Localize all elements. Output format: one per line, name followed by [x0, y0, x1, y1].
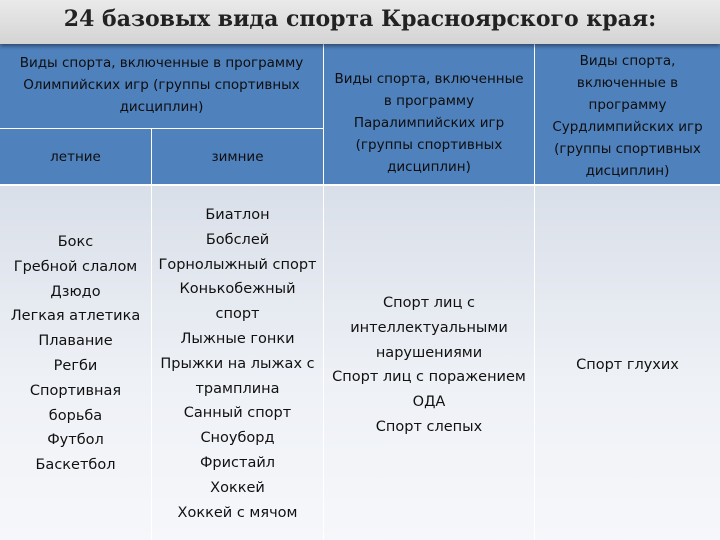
paralympic-sports-cell: [324, 186, 534, 540]
list-item: Бобслей: [205, 231, 270, 248]
list-item: Спорт лиц с: [383, 295, 475, 311]
list-item: Хоккей: [210, 479, 265, 496]
list-item: Гребной слалом: [13, 258, 138, 275]
list-item: Спорт слепых: [375, 418, 483, 435]
list-item: Спорт глухих: [576, 357, 679, 373]
list-item: ОДА: [412, 394, 446, 411]
list-item: Сноуборд: [200, 430, 275, 447]
header-olympic-label: Виды спорта, включенные в программу Олимпийских игр (группы спортивных дисциплин): [19, 55, 304, 115]
list-item: Конькобежный: [179, 281, 296, 298]
slide-title: 24 базовых вида спорта Красноярского края:: [63, 6, 657, 32]
title-bar: [0, 0, 720, 44]
grid-line: [534, 44, 535, 540]
header-deaflympic: [535, 44, 720, 184]
header-summer: [0, 129, 151, 184]
list-item: Санный спорт: [183, 405, 292, 422]
list-item: Горнолыжный спорт: [158, 256, 317, 273]
list-item: нарушениями: [375, 344, 483, 361]
list-item: интеллектуальными: [350, 319, 508, 336]
list-item: Хоккей с мячом: [177, 504, 298, 521]
list-item: Дзюдо: [50, 283, 101, 300]
list-item: Лыжные гонки: [180, 330, 295, 347]
list-item: Бокс: [57, 234, 94, 250]
list-item: борьба: [48, 407, 103, 424]
header-paralympic: [324, 44, 534, 184]
header-olympic: [0, 44, 323, 128]
list-item: Фристайл: [199, 454, 276, 471]
list-item: Спорт лиц с поражением: [332, 369, 526, 386]
grid-line: [151, 129, 152, 540]
list-item: Плавание: [38, 333, 113, 350]
list-item: Регби: [53, 357, 98, 374]
list-item: Биатлон: [205, 207, 270, 223]
list-item: Прыжки на лыжах с: [160, 355, 315, 372]
list-item: Легкая атлетика: [10, 308, 141, 325]
header-winter-label: зимние: [211, 149, 264, 165]
summer-sports-cell: [0, 186, 151, 540]
grid-line: [0, 128, 323, 129]
header-divider: [0, 184, 720, 186]
list-item: Футбол: [47, 432, 104, 449]
grid-line: [323, 44, 324, 540]
list-item: Баскетбол: [35, 457, 116, 474]
header-summer-label: летние: [50, 149, 101, 165]
deaflympic-sports-cell: [535, 186, 720, 540]
list-item: спорт: [215, 306, 260, 323]
header-paralympic-label: Виды спорта, включенные в программу Паралимпийских игр (группы спортивных дисциплин): [334, 71, 524, 175]
header-deaflympic-label: Виды спорта, включенные в программу Сурдлимпийских игр (группы спортивных дисциплин): [552, 53, 703, 179]
winter-sports-cell: [152, 186, 323, 540]
list-item: трамплина: [195, 380, 280, 397]
header-winter: [152, 129, 323, 184]
list-item: Спортивная: [29, 382, 122, 399]
